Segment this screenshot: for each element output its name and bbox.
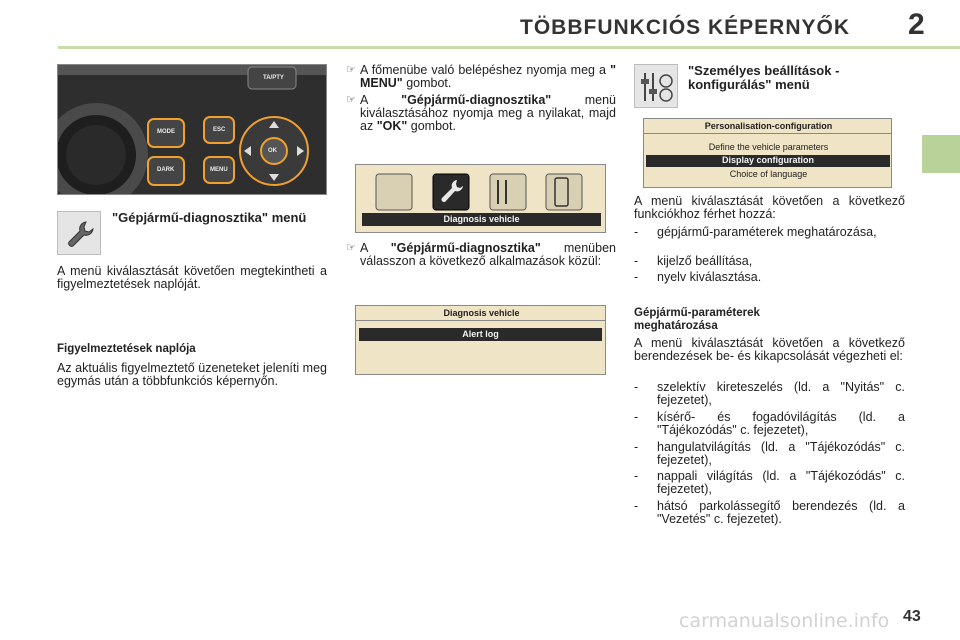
settings-icon-box [634,64,678,108]
pointer-icon: ☞ [346,94,356,106]
menu-label: MENU [210,167,228,173]
watermark: carmanualsonline.info [679,610,890,632]
vehicle-params-heading: Gépjármű-paraméterek meghatározása [634,307,760,332]
wrench-icon [58,212,102,256]
alert-log-option: Alert log [462,329,499,339]
esc-label: ESC [213,127,226,133]
sliders-icon [635,65,679,109]
pointer-icon: ☞ [346,242,356,254]
alert-log-text: Az aktuális figyelmeztető üzeneteket jeleníti meg egymás után a többfunkciós képernyőn. [57,361,327,388]
ta-pty-label: TA/PTY [263,75,284,81]
personalisation-heading: "Személyes beállítások - konfigurálás" menü [688,63,840,92]
main-menu-screen [355,164,606,233]
diagnostics-intro: A menü kiválasztását követően megtekintheti a figyelmeztetések naplóját. [57,264,327,291]
chapter-number: 2 [908,8,925,41]
param-item: - nappali világítás (ld. a "Tájékozódás" c. fejezetet), [634,469,905,496]
diagnosis-screen [355,305,606,375]
menu-line-vehicle-params: Define the vehicle parameters [708,142,829,152]
diagnostics-heading: "Gépjármű-diagnosztika" menü [112,210,307,225]
param-item: - hangulatvilágítás (ld. a "Tájékozódás" c. fejezetet), [634,440,905,467]
chapter-tab [922,135,960,173]
param-item: - hátsó parkolássegítő berendezés (ld. a "Vezetés" c. fejezetet). [634,499,905,526]
personalisation-intro: A menü kiválasztását követően a következő funkciókhoz férhet hozzá: [634,194,905,221]
personalisation-screen-title: Personalisation-configuration [704,121,833,131]
wrench-icon-box [57,211,101,255]
param-item: - szelektív kireteszelés (ld. a "Nyitás" c. fejezetet), [634,380,905,407]
dashboard-photo [57,64,327,195]
menu-line-display-config: Display configuration [721,155,814,165]
alert-log-heading: Figyelmeztetések naplója [57,343,196,355]
mode-label: MODE [157,129,175,135]
personalisation-screen [643,118,892,188]
dark-label: DARK [157,167,175,173]
param-item: - kísérő- és fogadóvilágítás (ld. a "Tájékozódás" c. fejezetet), [634,410,905,437]
screen-bar-diagnosis: Diagnosis vehicle [443,214,520,224]
function-item: - kijelző beállítása, [634,254,753,268]
pointer-icon: ☞ [346,64,356,76]
diagnosis-screen-title: Diagnosis vehicle [443,308,520,318]
header-rule [58,46,960,49]
function-item: - nyelv kiválasztása. [634,270,762,284]
menu-line-language: Choice of language [729,169,808,179]
function-item: - gépjármű-paraméterek meghatározása, [634,225,877,239]
page-title: TÖBBFUNKCIÓS KÉPERNYŐK [520,16,851,39]
ok-label: OK [268,148,277,154]
vehicle-params-intro: A menü kiválasztását követően a következő berendezések be- és kikapcsolását végezheti el: [634,336,905,363]
page-number: 43 [903,608,921,625]
